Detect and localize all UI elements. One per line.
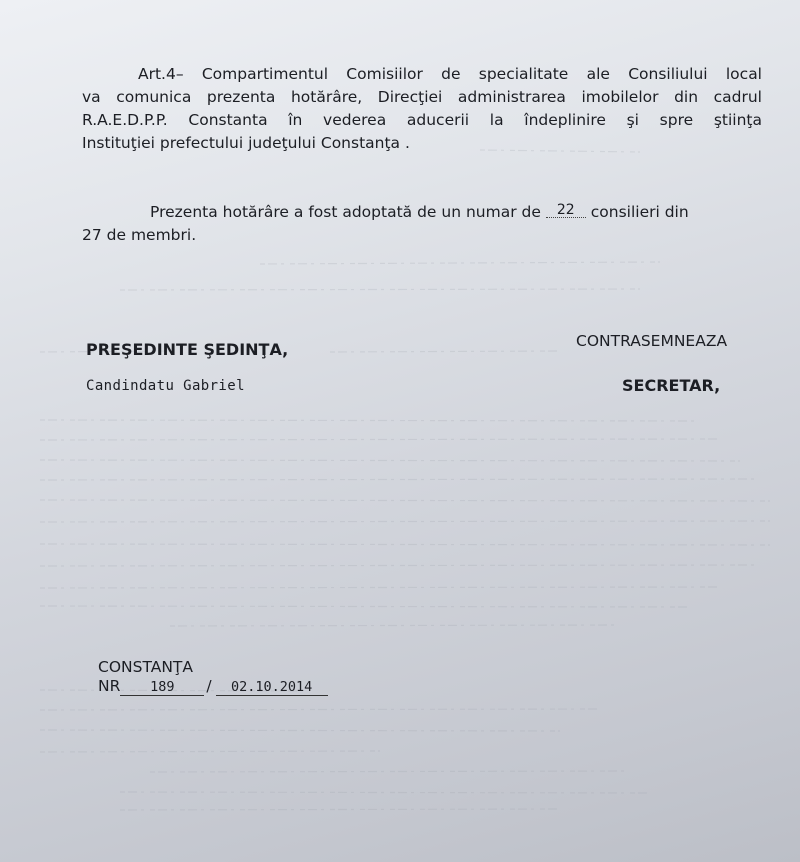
registration-number: 189 [120, 680, 204, 696]
number-date-separator: / [206, 677, 212, 695]
article-line: Art.4– Compartimentul Comisiilor de specialitate ale Consiliului local [138, 65, 762, 83]
adoption-line-1 [82, 201, 762, 224]
adoption-text-after: consilieri din [590, 203, 689, 221]
registration-line [98, 677, 328, 696]
countersign-title: CONTRASEMNEAZA [576, 332, 728, 350]
article-line: R.A.E.D.P.P. Constanta în vederea aducerii la îndeplinire şi spre ştiinţa [82, 111, 762, 129]
nr-label: NR [98, 677, 121, 695]
adoption-paragraph [82, 201, 762, 247]
president-title: PREŞEDINTE ŞEDINŢA, [86, 340, 289, 359]
footer-city: CONSTANŢA [98, 658, 193, 676]
president-name: Candindatu Gabriel [86, 378, 245, 394]
article-4-paragraph [82, 63, 762, 155]
article-line: Instituţiei prefectului judeţului Constanţa . [82, 134, 410, 152]
article-line: va comunica prezenta hotărâre, Direcţiei administrarea imobilelor din cadrul [82, 88, 762, 106]
councillors-count: 22 [546, 203, 586, 218]
registration-date: 02.10.2014 [216, 680, 328, 696]
secretary-title: SECRETAR, [622, 376, 721, 395]
adoption-line-2: 27 de membri. [82, 226, 197, 244]
adoption-text-before: Prezenta hotărâre a fost adoptată de un numar de [150, 203, 541, 221]
